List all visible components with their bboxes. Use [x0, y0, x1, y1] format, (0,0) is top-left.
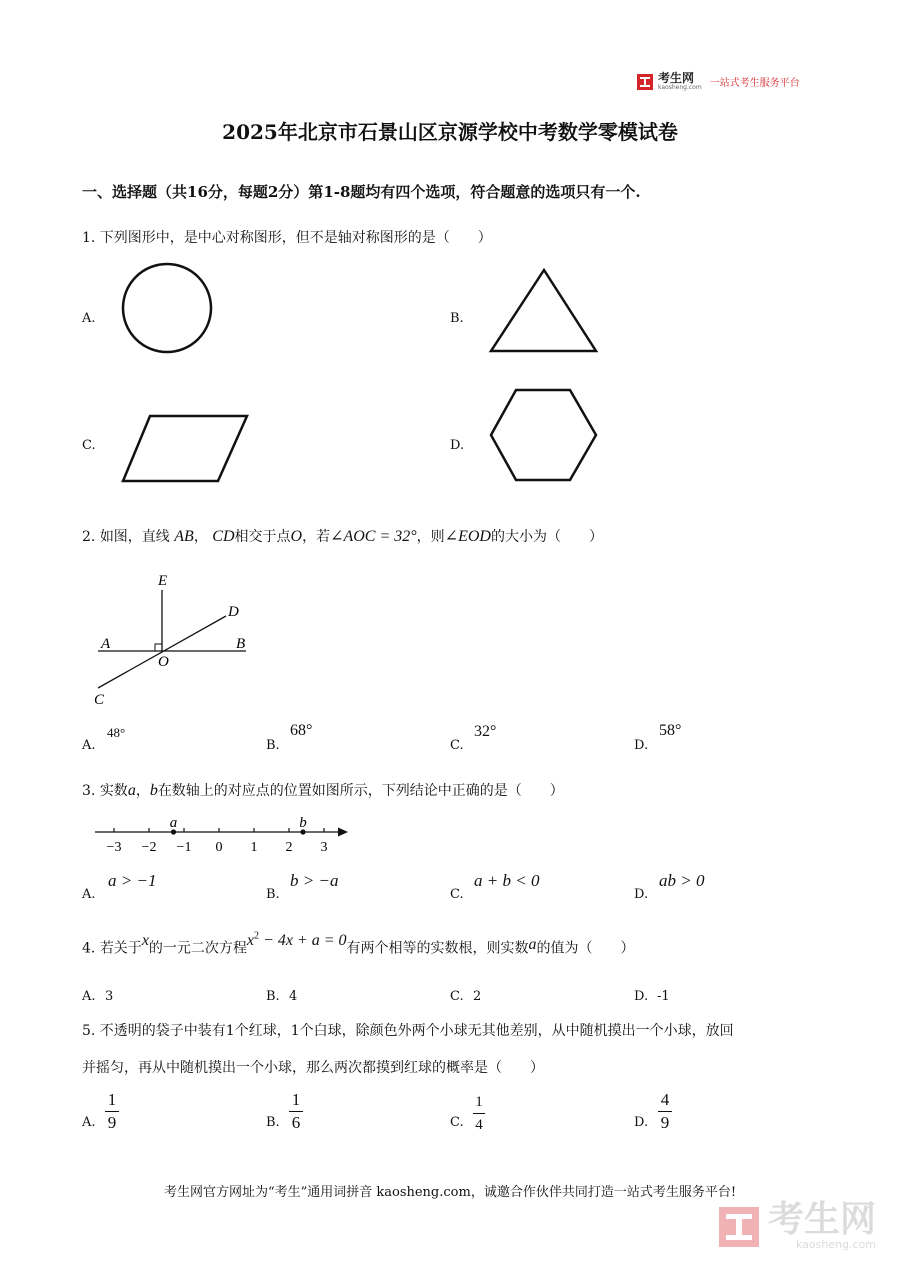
q4-eq-exponent: 2 — [254, 931, 260, 942]
q5-option-d-label: D. — [634, 1115, 649, 1130]
q2-condition: ∠AOC = 32° — [330, 528, 417, 545]
header-logo — [636, 72, 800, 91]
q1-triangle-figure — [486, 265, 602, 357]
q2-option-c-value: 32° — [474, 723, 497, 740]
q5-option-d-denominator: 9 — [660, 1113, 670, 1132]
q3-option-d-value: ab > 0 — [659, 871, 705, 890]
q5-option-b-numerator: 1 — [291, 1090, 301, 1109]
q3-tick-label: −1 — [176, 840, 192, 855]
q4-text — [82, 931, 635, 957]
q3-text — [82, 782, 564, 800]
q5-option-a-denominator: 9 — [107, 1113, 117, 1132]
brand-logo-icon — [636, 73, 654, 91]
q3-axis-arrow — [338, 828, 348, 837]
q5-option-c-label: C. — [450, 1115, 464, 1130]
q5-option-b-label: B. — [266, 1115, 280, 1130]
q2-angle-eod: ∠EOD — [444, 528, 491, 545]
q2-part1: 如图，直线 — [99, 529, 170, 545]
watermark-domain: kaosheng.com — [795, 1238, 877, 1251]
watermark-name: 考生网 — [768, 1199, 877, 1240]
q3-option-a-value: a > −1 — [108, 871, 157, 890]
q2-right-angle-mark — [155, 644, 162, 651]
q2-label-c: C — [94, 692, 105, 708]
q2-option-b-label: B. — [266, 738, 280, 753]
q2-part2: 相交于点 — [234, 529, 291, 545]
q3-tick-label: 2 — [285, 840, 293, 855]
section-heading: 一、选择题（共16分，每题2分）第1-8题均有四个选项，符合题意的选项只有一个. — [82, 183, 641, 201]
q2-sep: ， — [193, 529, 208, 545]
q3-option-d-label: D. — [634, 887, 649, 902]
q5-line1: 5. 不透明的袋子中装有1个红球，1个白球，除颜色外两个小球无其他差别，从中随机摸出一个小球，放回 — [82, 1023, 734, 1039]
q2-label-e: E — [158, 573, 168, 589]
q4-part4: 的值为（ ） — [536, 940, 635, 957]
logo-slogan: 一站式考生服务平台 — [709, 78, 800, 89]
q3-point-b-label: b — [299, 815, 307, 831]
q3-option-b-label: B. — [266, 887, 280, 902]
q3-option-a-label: A. — [82, 887, 96, 902]
q2-part5: 的大小为（ ） — [490, 529, 603, 545]
q5-option-a-fraction — [105, 1090, 119, 1133]
q3-point-a-label: a — [169, 815, 178, 831]
q5-option-c-fraction — [473, 1092, 485, 1135]
q5-option-b-fraction — [289, 1090, 303, 1133]
q4-equation — [247, 932, 347, 949]
q2-label-o: O — [158, 654, 169, 670]
q2-label-d: D — [228, 604, 239, 620]
q2-line-cd: CD — [212, 528, 235, 545]
q4-part2: 的一元二次方程 — [148, 940, 247, 957]
q1-circle-figure — [120, 262, 216, 358]
q3-tick-label: −3 — [106, 840, 122, 855]
q3-number-line — [90, 810, 360, 858]
q2-label-b: B — [236, 636, 246, 652]
q1-option-a-label: A. — [82, 311, 96, 326]
q5-option-c-numerator: 1 — [475, 1094, 483, 1110]
q4-option-d-label: D. — [634, 989, 649, 1004]
q5-option-d-fraction — [658, 1090, 672, 1133]
q4-option-d-value: -1 — [657, 989, 670, 1004]
q4-var-x: x — [141, 932, 149, 950]
q2-figure — [88, 570, 258, 710]
q3-part1: 实数 — [99, 783, 128, 799]
footer-note: 考生网官方网址为“考生”通用词拼音 kaosheng.com，诚邀合作伙伴共同打造一站式考生服务平台! — [163, 1185, 737, 1200]
q3-var-b: b — [149, 782, 158, 799]
q2-line-ab: AB — [174, 528, 194, 545]
q3-option-b-value: b > −a — [290, 871, 339, 890]
q5-line2: 并摇匀，再从中随机摸出一个小球，那么两次都摸到红球的概率是（ ） — [82, 1060, 544, 1076]
q2-option-c-label: C. — [450, 738, 464, 753]
q4-eq-x: x — [246, 932, 255, 950]
q4-option-a-label: A. — [82, 989, 96, 1004]
q2-number: 2. — [82, 529, 96, 545]
watermark — [718, 1199, 877, 1251]
q2-option-d-label: D. — [634, 738, 649, 753]
q4-part1: 若关于 — [99, 940, 142, 957]
q1-hexagon-figure — [486, 384, 600, 486]
q5-option-b-denominator: 6 — [291, 1113, 301, 1132]
q3-tick-label: 1 — [250, 840, 258, 855]
logo-text — [658, 72, 702, 91]
q2-part4: ，则 — [416, 529, 445, 545]
q1-option-b-label: B. — [450, 311, 464, 326]
q2-option-d-value: 58° — [659, 722, 682, 739]
q4-number: 4. — [82, 940, 96, 957]
q3-part2: 在数轴上的对应点的位置如图所示，下列结论中正确的是（ ） — [157, 783, 564, 799]
q5-option-c-denominator: 4 — [475, 1117, 483, 1133]
q4-option-b-value: 4 — [289, 989, 298, 1004]
watermark-logo-icon — [718, 1206, 760, 1248]
q3-option-c-value: a + b < 0 — [474, 871, 540, 890]
q4-var-a: a — [528, 936, 537, 954]
watermark-text — [768, 1199, 877, 1251]
q3-number: 3. — [82, 783, 96, 799]
q3-tick-label: 3 — [320, 840, 328, 855]
q3-tick-label: 0 — [215, 840, 223, 855]
q5-option-a-label: A. — [82, 1115, 96, 1130]
page-title: 2025年北京市石景山区京源学校中考数学零模试卷 — [222, 120, 678, 144]
q4-option-b-label: B. — [266, 989, 280, 1004]
q2-option-a-value: 48° — [107, 725, 126, 740]
q3-option-c-label: C. — [450, 887, 464, 902]
q4-option-c-label: C. — [450, 989, 464, 1004]
logo-domain: kaosheng.com — [658, 84, 702, 91]
logo-name: 考生网 — [658, 71, 695, 85]
q2-point-o: O — [290, 528, 303, 545]
q5-option-a-numerator: 1 — [107, 1090, 117, 1109]
q2-option-b-value: 68° — [290, 722, 313, 739]
q2-part3: ，若 — [302, 529, 331, 545]
q3-sep: ， — [135, 783, 150, 799]
q1-text: 1. 下列图形中，是中心对称图形，但不是轴对称图形的是（ ） — [82, 230, 492, 246]
q3-var-a: a — [127, 782, 136, 799]
q1-option-c-label: C. — [82, 438, 96, 453]
q2-text — [82, 528, 603, 546]
q5-option-d-numerator: 4 — [660, 1090, 670, 1109]
q4-eq-rest: − 4x + a = 0 — [259, 932, 347, 950]
q3-tick-label: −2 — [141, 840, 157, 855]
q2-label-a: A — [101, 636, 111, 652]
q1-parallelogram-figure — [118, 410, 252, 486]
q4-option-a-value: 3 — [105, 989, 114, 1004]
q4-option-c-value: 2 — [473, 989, 482, 1004]
q1-option-d-label: D. — [450, 438, 465, 453]
q4-part3: 有两个相等的实数根，则实数 — [346, 940, 529, 957]
q2-option-a-label: A. — [82, 738, 96, 753]
